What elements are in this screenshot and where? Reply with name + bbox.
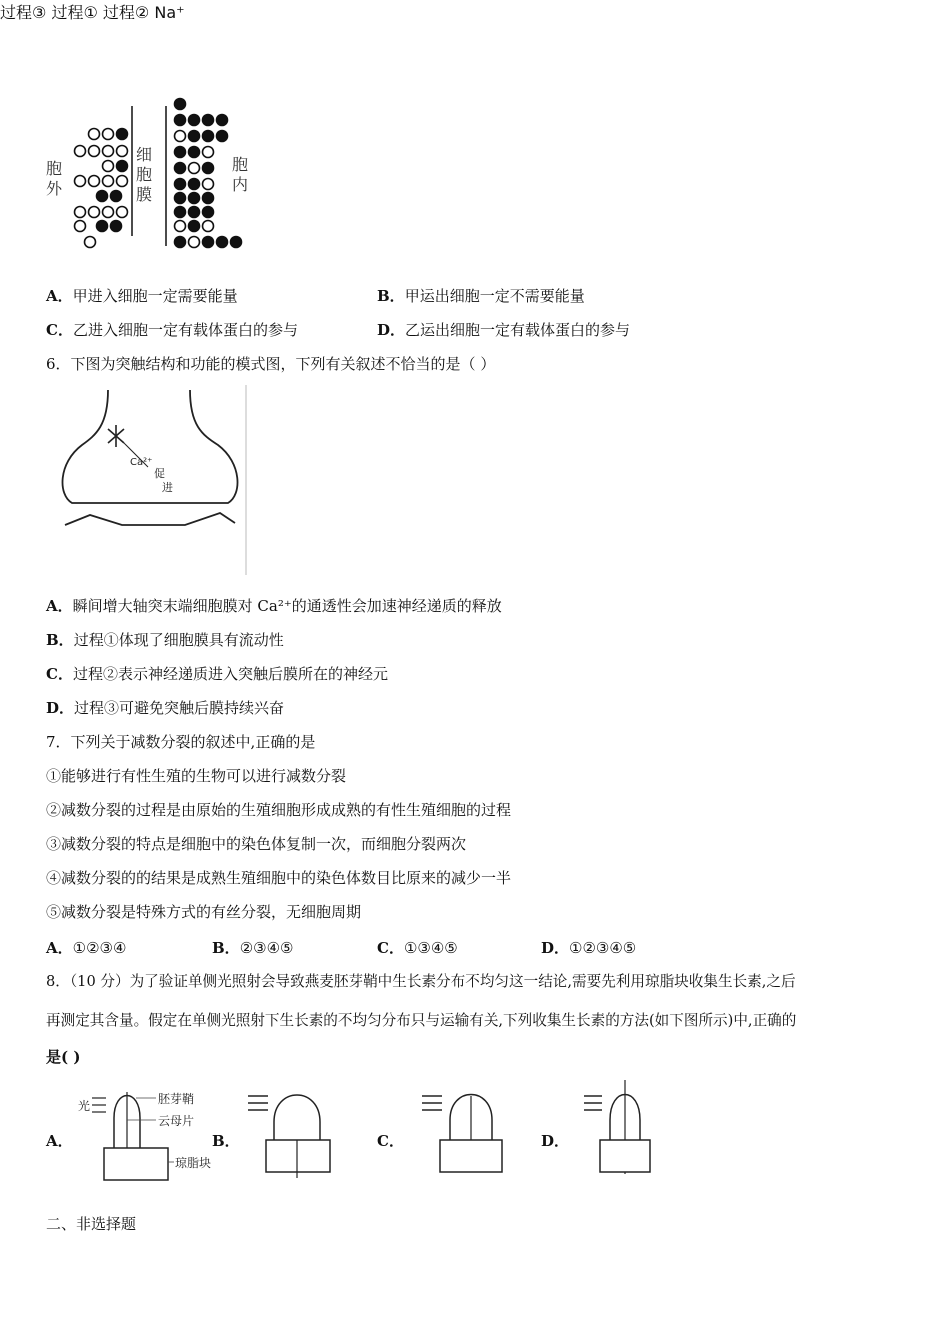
light-label: 光	[78, 1099, 91, 1113]
q8-option-a-label: A．	[46, 1132, 73, 1150]
q7-item-2: ②减数分裂的过程是由原始的生殖细胞形成成熟的有性生殖细胞的过程	[46, 801, 512, 819]
q6-option-c: C．过程②表示神经递质进入突触后膜所在的神经元	[46, 665, 388, 683]
proc1-label: 过程①	[51, 3, 98, 22]
promote-label-1: 促	[154, 467, 165, 480]
q8-figure-a	[74, 1078, 214, 1183]
q7-item-3: ③减数分裂的特点是细胞中的染色体复制一次，而细胞分裂两次	[46, 835, 467, 853]
postsynaptic-membrane	[65, 513, 235, 525]
proc3-label: 过程③	[0, 3, 47, 22]
q5-option-a: A．甲进入细胞一定需要能量	[46, 287, 238, 305]
q7-stem: 7．下列关于减数分裂的叙述中,正确的是	[46, 733, 316, 751]
q8-stem-line3: 是( )	[46, 1048, 81, 1066]
label-outside-1: 胞	[46, 159, 63, 178]
q5-option-d: D．乙运出细胞一定有载体蛋白的参与	[377, 321, 631, 339]
na-label: Na⁺	[154, 3, 185, 22]
q7-option-a: A．①②③④	[46, 939, 127, 957]
ca-label: Ca²⁺	[130, 457, 153, 468]
q8-stem-line2: 再测定其含量。假定在单侧光照射下生长素的不均匀分布只与运输有关,下列收集生长素的方法(如下图所示)中,正确的	[46, 1012, 797, 1029]
label-membrane-1: 细	[136, 145, 153, 164]
label-membrane-2: 胞	[136, 165, 153, 184]
q8-option-c-label: C．	[377, 1132, 404, 1150]
q7-option-d: D．①②③④⑤	[541, 939, 637, 957]
label-membrane-3: 膜	[136, 185, 153, 204]
coleoptile-label: 胚芽鞘	[158, 1092, 195, 1106]
label-inside-1: 胞	[232, 155, 249, 174]
q6-stem: 6．下图为突触结构和功能的模式图，下列有关叙述不恰当的是（ ）	[46, 355, 496, 373]
q8-stem-line1: 8．（10 分）为了验证单侧光照射会导致燕麦胚芽鞘中生长素分布不均匀这一结论,需要先利用琼脂块收集生长素,之后	[46, 973, 796, 990]
q8-figure-b	[244, 1084, 344, 1184]
outside-particles	[75, 129, 128, 248]
axon-terminal-outline	[63, 390, 238, 503]
q8-figure-d	[580, 1080, 680, 1184]
q8-figure-c	[418, 1084, 518, 1184]
q5-option-b: B．甲运出细胞一定不需要能量	[377, 287, 585, 305]
agar-label: 琼脂块	[175, 1156, 212, 1170]
q6-option-d: D．过程③可避免突触后膜持续兴奋	[46, 699, 285, 717]
q7-option-b: B．②③④⑤	[212, 939, 294, 957]
label-inside-2: 内	[232, 175, 249, 194]
membrane-transport-figure	[44, 96, 264, 256]
q7-item-4: ④减数分裂的的结果是成熟生殖细胞中的染色体数目比原来的减少一半	[46, 869, 512, 887]
q8-option-d-label: D．	[541, 1132, 570, 1150]
q7-item-5: ⑤减数分裂是特殊方式的有丝分裂，无细胞周期	[46, 903, 362, 921]
mica-label: 云母片	[158, 1114, 195, 1128]
q6-option-a: A．瞬间增大轴突末端细胞膜对 Ca²⁺的通透性会加速神经递质的释放	[46, 597, 502, 615]
promote-label-2: 进	[162, 481, 173, 494]
synapse-figure	[50, 385, 255, 580]
q7-option-c: C．①③④⑤	[377, 939, 458, 957]
q5-option-c: C．乙进入细胞一定有载体蛋白的参与	[46, 321, 298, 339]
proc2-label: 过程②	[102, 3, 150, 22]
q8-option-b-label: B．	[212, 1132, 240, 1150]
q6-option-b: B．过程①体现了细胞膜具有流动性	[46, 631, 284, 649]
label-outside-2: 外	[46, 179, 63, 198]
q7-item-1: ①能够进行有性生殖的生物可以进行减数分裂	[46, 767, 347, 785]
section2-title: 二、非选择题	[46, 1215, 137, 1233]
